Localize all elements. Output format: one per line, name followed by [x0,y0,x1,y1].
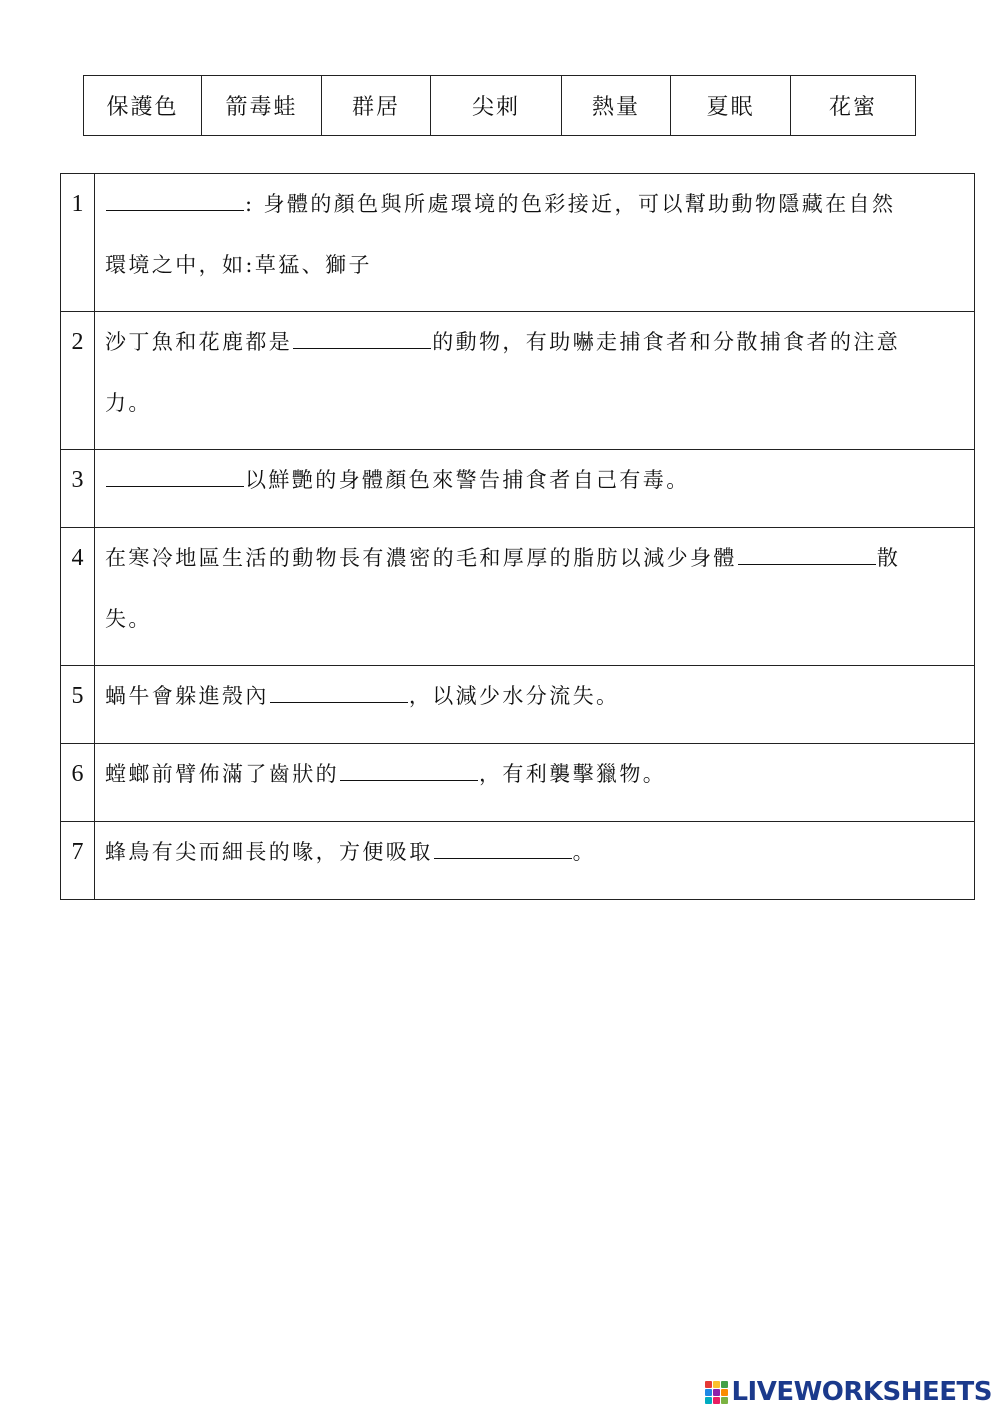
question-number: 3 [61,450,95,528]
word-bank-item: 群居 [322,76,431,136]
question-number: 5 [61,666,95,744]
answer-blank-3[interactable] [106,485,244,487]
answer-blank-7[interactable] [434,857,572,859]
question-line [105,744,960,805]
question-number: 4 [61,528,95,666]
question-number: 2 [61,312,95,450]
question-row-6 [61,744,975,822]
word-bank-item: 熱量 [562,76,671,136]
question-line [105,666,960,727]
word-bank-item: 夏眠 [671,76,791,136]
word-bank-item: 尖刺 [431,76,562,136]
question-text-before: 螳螂前臂佈滿了齒狀的 [105,762,339,786]
question-text [95,666,975,744]
question-line: 力。 [105,391,152,415]
question-row-3 [61,450,975,528]
question-number: 1 [61,174,95,312]
answer-blank-6[interactable] [340,779,478,781]
question-row-7 [61,822,975,900]
question-text [95,822,975,900]
question-text-before: 蜂鳥有尖而細長的喙，方便吸取 [105,840,433,864]
question-text-after: 以鮮艷的身體顏色來警告捕食者自己有毒。 [245,468,690,492]
logo-tile [705,1389,712,1396]
logo-tile [721,1381,728,1388]
question-line [105,174,960,235]
word-bank-item: 箭毒蛙 [202,76,322,136]
word-bank-row [84,76,916,136]
logo-tile [721,1397,728,1404]
question-line [105,528,960,589]
question-line [105,822,960,883]
logo-tile [705,1397,712,1404]
question-line [105,450,960,511]
logo-tile [713,1381,720,1388]
logo-tile [705,1381,712,1388]
question-text-after: ，有利襲擊獵物。 [479,762,667,786]
question-line [105,312,960,373]
question-row-4 [61,528,975,666]
question-text-after: 的動物，有助嚇走捕食者和分散捕食者的注意 [432,330,901,354]
questions-table [60,173,975,900]
question-text-before: 在寒冷地區生活的動物長有濃密的毛和厚厚的脂肪以減少身體 [105,546,737,570]
question-text [95,744,975,822]
logo-text: LIVEWORKSHEETS [731,1377,992,1407]
question-row-5 [61,666,975,744]
logo-tile [713,1397,720,1404]
answer-blank-4[interactable] [738,563,876,565]
question-line: 環境之中，如:草猛、獅子 [105,253,372,277]
question-row-1 [61,174,975,312]
word-bank-item: 保護色 [84,76,202,136]
question-number: 6 [61,744,95,822]
question-text [95,450,975,528]
answer-blank-2[interactable] [293,347,431,349]
question-line: 失。 [105,607,152,631]
word-bank [83,75,916,136]
question-text [95,528,975,666]
question-text-after: 。 [572,840,597,864]
answer-blank-1[interactable] [106,209,244,211]
question-number: 7 [61,822,95,900]
question-text-after: ，以減少水分流失。 [408,684,620,708]
word-bank-item: 花蜜 [791,76,916,136]
liveworksheets-logo[interactable] [705,1377,992,1407]
question-text-after: 散 [876,546,901,570]
question-text [95,312,975,450]
logo-tile [713,1389,720,1396]
answer-blank-5[interactable] [270,701,408,703]
liveworksheets-icon [705,1381,728,1404]
question-text [95,174,975,312]
logo-tile [721,1389,728,1396]
question-text-after: : 身體的顏色與所處環境的色彩接近，可以幫助動物隱藏在自然 [245,192,896,216]
question-text-before: 沙丁魚和花鹿都是 [105,330,293,354]
question-text-before: 蝸牛會躲進殼內 [105,684,269,708]
question-row-2 [61,312,975,450]
